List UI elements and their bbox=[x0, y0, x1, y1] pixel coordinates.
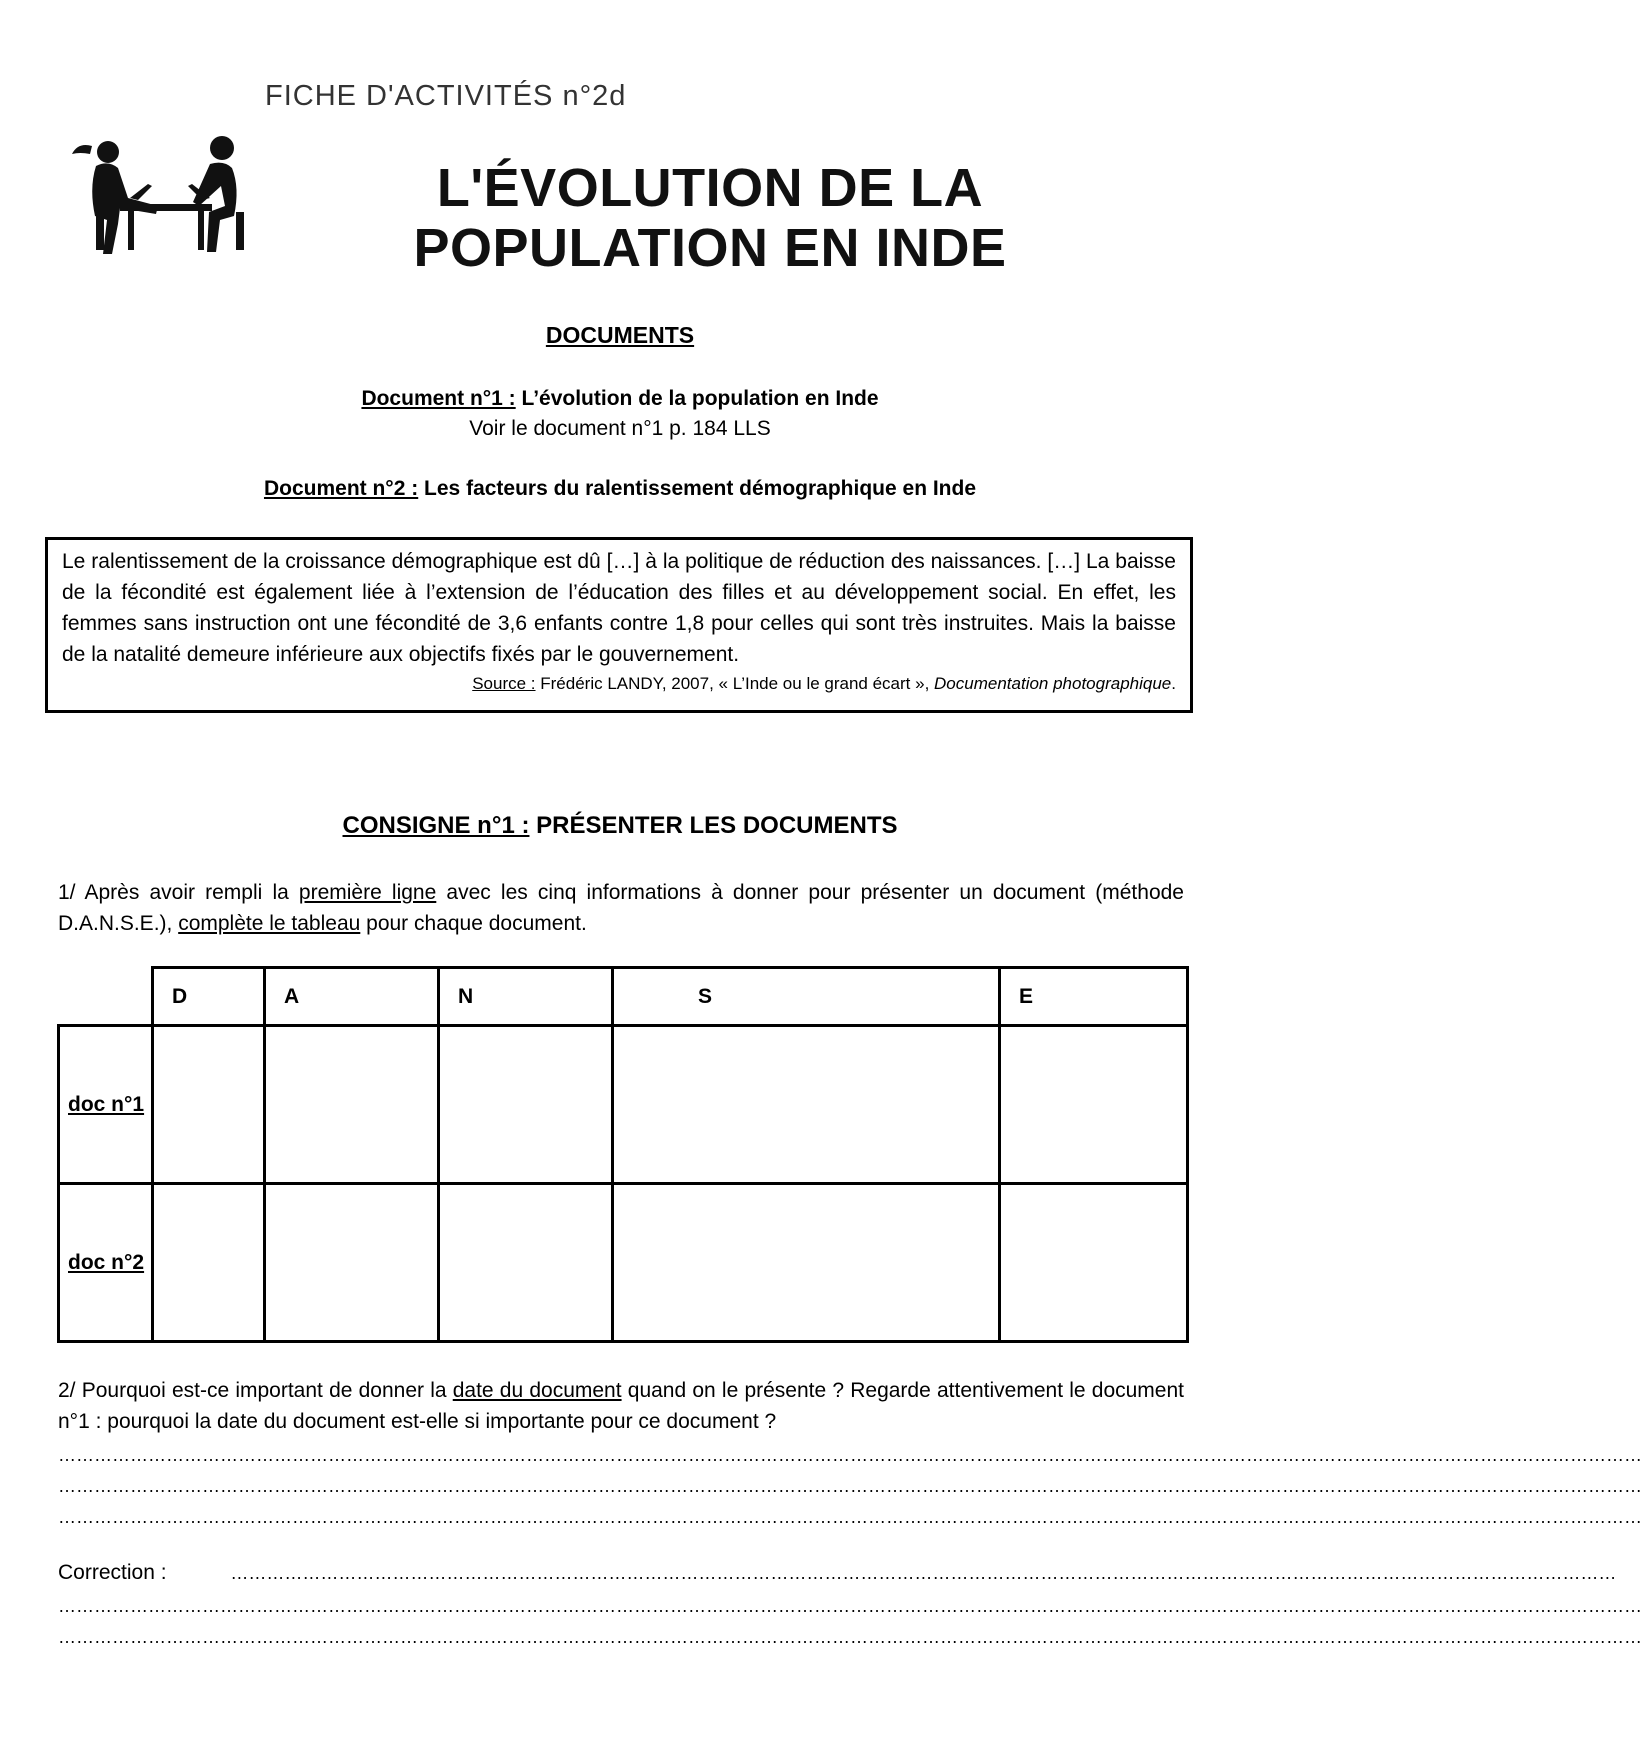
table-cell[interactable] bbox=[1000, 1026, 1188, 1184]
answer-line[interactable]: ………………………………………………………………………………………………………………………………………………………………………………………………………………………………………… bbox=[58, 1476, 1642, 1496]
question-1-keyword-1: première ligne bbox=[298, 881, 437, 904]
question-1-text-2: avec les cinq informations à donner pour présenter un document (méthode D.A.N.S.E.), bbox=[58, 881, 1184, 935]
column-header-a: A bbox=[265, 968, 439, 1026]
question-1 bbox=[58, 877, 1184, 939]
table-row bbox=[59, 1026, 1188, 1184]
table-cell[interactable] bbox=[1000, 1184, 1188, 1342]
danse-table bbox=[57, 966, 1189, 1343]
answer-line[interactable]: ………………………………………………………………………………………………………………………………………………………………………………………………………………………………………… bbox=[58, 1507, 1642, 1527]
document-2-box bbox=[45, 537, 1193, 713]
question-1-text: 1/ Après avoir rempli la bbox=[58, 881, 299, 904]
document-2-name: Les facteurs du ralentissement démographique en Inde bbox=[418, 477, 977, 500]
table-cell[interactable] bbox=[265, 1026, 439, 1184]
column-header-s: S bbox=[613, 968, 1000, 1026]
students-working-icon bbox=[70, 132, 260, 257]
document-2-label: Document n°2 : bbox=[263, 477, 419, 500]
table-header-row bbox=[59, 968, 1188, 1026]
correction-label: Correction : bbox=[58, 1561, 173, 1584]
answer-line[interactable]: ………………………………………………………………………………………………………………………………………………………………………………………………………………………………………… bbox=[58, 1627, 1642, 1647]
source-end: . bbox=[1171, 674, 1176, 693]
table-cell[interactable] bbox=[439, 1026, 613, 1184]
consigne-label: CONSIGNE n°1 : bbox=[342, 812, 530, 839]
question-2 bbox=[58, 1375, 1184, 1437]
column-header-e: E bbox=[1000, 968, 1188, 1026]
document-1-label: Document n°1 : bbox=[361, 387, 516, 410]
document-1-name: L’évolution de la population en Inde bbox=[515, 387, 879, 410]
documents-heading: DOCUMENTS bbox=[545, 322, 695, 348]
document-1-title bbox=[0, 387, 1240, 411]
question-1-keyword-2: complète le tableau bbox=[178, 912, 361, 935]
question-1-text-3: pour chaque document. bbox=[360, 912, 587, 935]
title-line-1: L'ÉVOLUTION DE LA bbox=[436, 158, 984, 218]
consigne-heading bbox=[0, 812, 1240, 840]
table-cell[interactable] bbox=[439, 1184, 613, 1342]
table-cell[interactable] bbox=[613, 1026, 1000, 1184]
answer-line[interactable]: ………………………………………………………………………………………………………………………………………………………………………………………………………………………………………… bbox=[58, 1445, 1642, 1465]
question-2-keyword: date du document bbox=[452, 1379, 622, 1402]
table-cell[interactable] bbox=[153, 1026, 265, 1184]
document-2-title bbox=[0, 477, 1240, 501]
table-corner bbox=[59, 968, 153, 1026]
document-1-reference: Voir le document n°1 p. 184 LLS bbox=[469, 417, 771, 440]
table-row bbox=[59, 1184, 1188, 1342]
fiche-label: FICHE D'ACTIVITÉS n°2d bbox=[265, 80, 627, 112]
source-text: Frédéric LANDY, 2007, « L’Inde ou le grand écart », bbox=[535, 674, 935, 693]
column-header-d: D bbox=[153, 968, 265, 1026]
title-line-2: POPULATION EN INDE bbox=[413, 218, 1007, 278]
row-label-doc-2: doc n°2 bbox=[59, 1184, 153, 1342]
document-2-text: Le ralentissement de la croissance démographique est dû […] à la politique de réduction des naissances. […] La baisse de la fécondité est également liée à l’extension de l’éducation des filles et au développement social. En effet, les femmes sans instruction ont une fécondité de 3,6 enfants contre 1,8 pour celles qui sont très instruites. Mais la baisse de la natalité demeure inférieure aux objectifs fixés par le gouvernement. bbox=[62, 550, 1176, 666]
source-label: Source : bbox=[472, 674, 536, 693]
correction-dots[interactable]: …………………………………………………………………………………………………………………………………………………………………………………………………………… bbox=[230, 1563, 1617, 1583]
consigne-title: PRÉSENTER LES DOCUMENTS bbox=[529, 812, 898, 839]
page-title bbox=[330, 158, 1090, 278]
row-label-doc-1: doc n°1 bbox=[59, 1026, 153, 1184]
correction-line bbox=[58, 1561, 1617, 1585]
table-cell[interactable] bbox=[613, 1184, 1000, 1342]
question-2-text: 2/ Pourquoi est-ce important de donner la bbox=[58, 1379, 453, 1402]
source-publication: Documentation photographique bbox=[934, 674, 1172, 693]
document-2-source bbox=[62, 674, 1176, 694]
answer-line[interactable]: ………………………………………………………………………………………………………………………………………………………………………………………………………………………………………… bbox=[58, 1596, 1642, 1616]
table-cell[interactable] bbox=[153, 1184, 265, 1342]
column-header-n: N bbox=[439, 968, 613, 1026]
table-cell[interactable] bbox=[265, 1184, 439, 1342]
question-2-text-2: quand on le présente ? Regarde attentivement le document n°1 : pourquoi la date du document est-elle si importante pour ce document ? bbox=[58, 1379, 1184, 1433]
